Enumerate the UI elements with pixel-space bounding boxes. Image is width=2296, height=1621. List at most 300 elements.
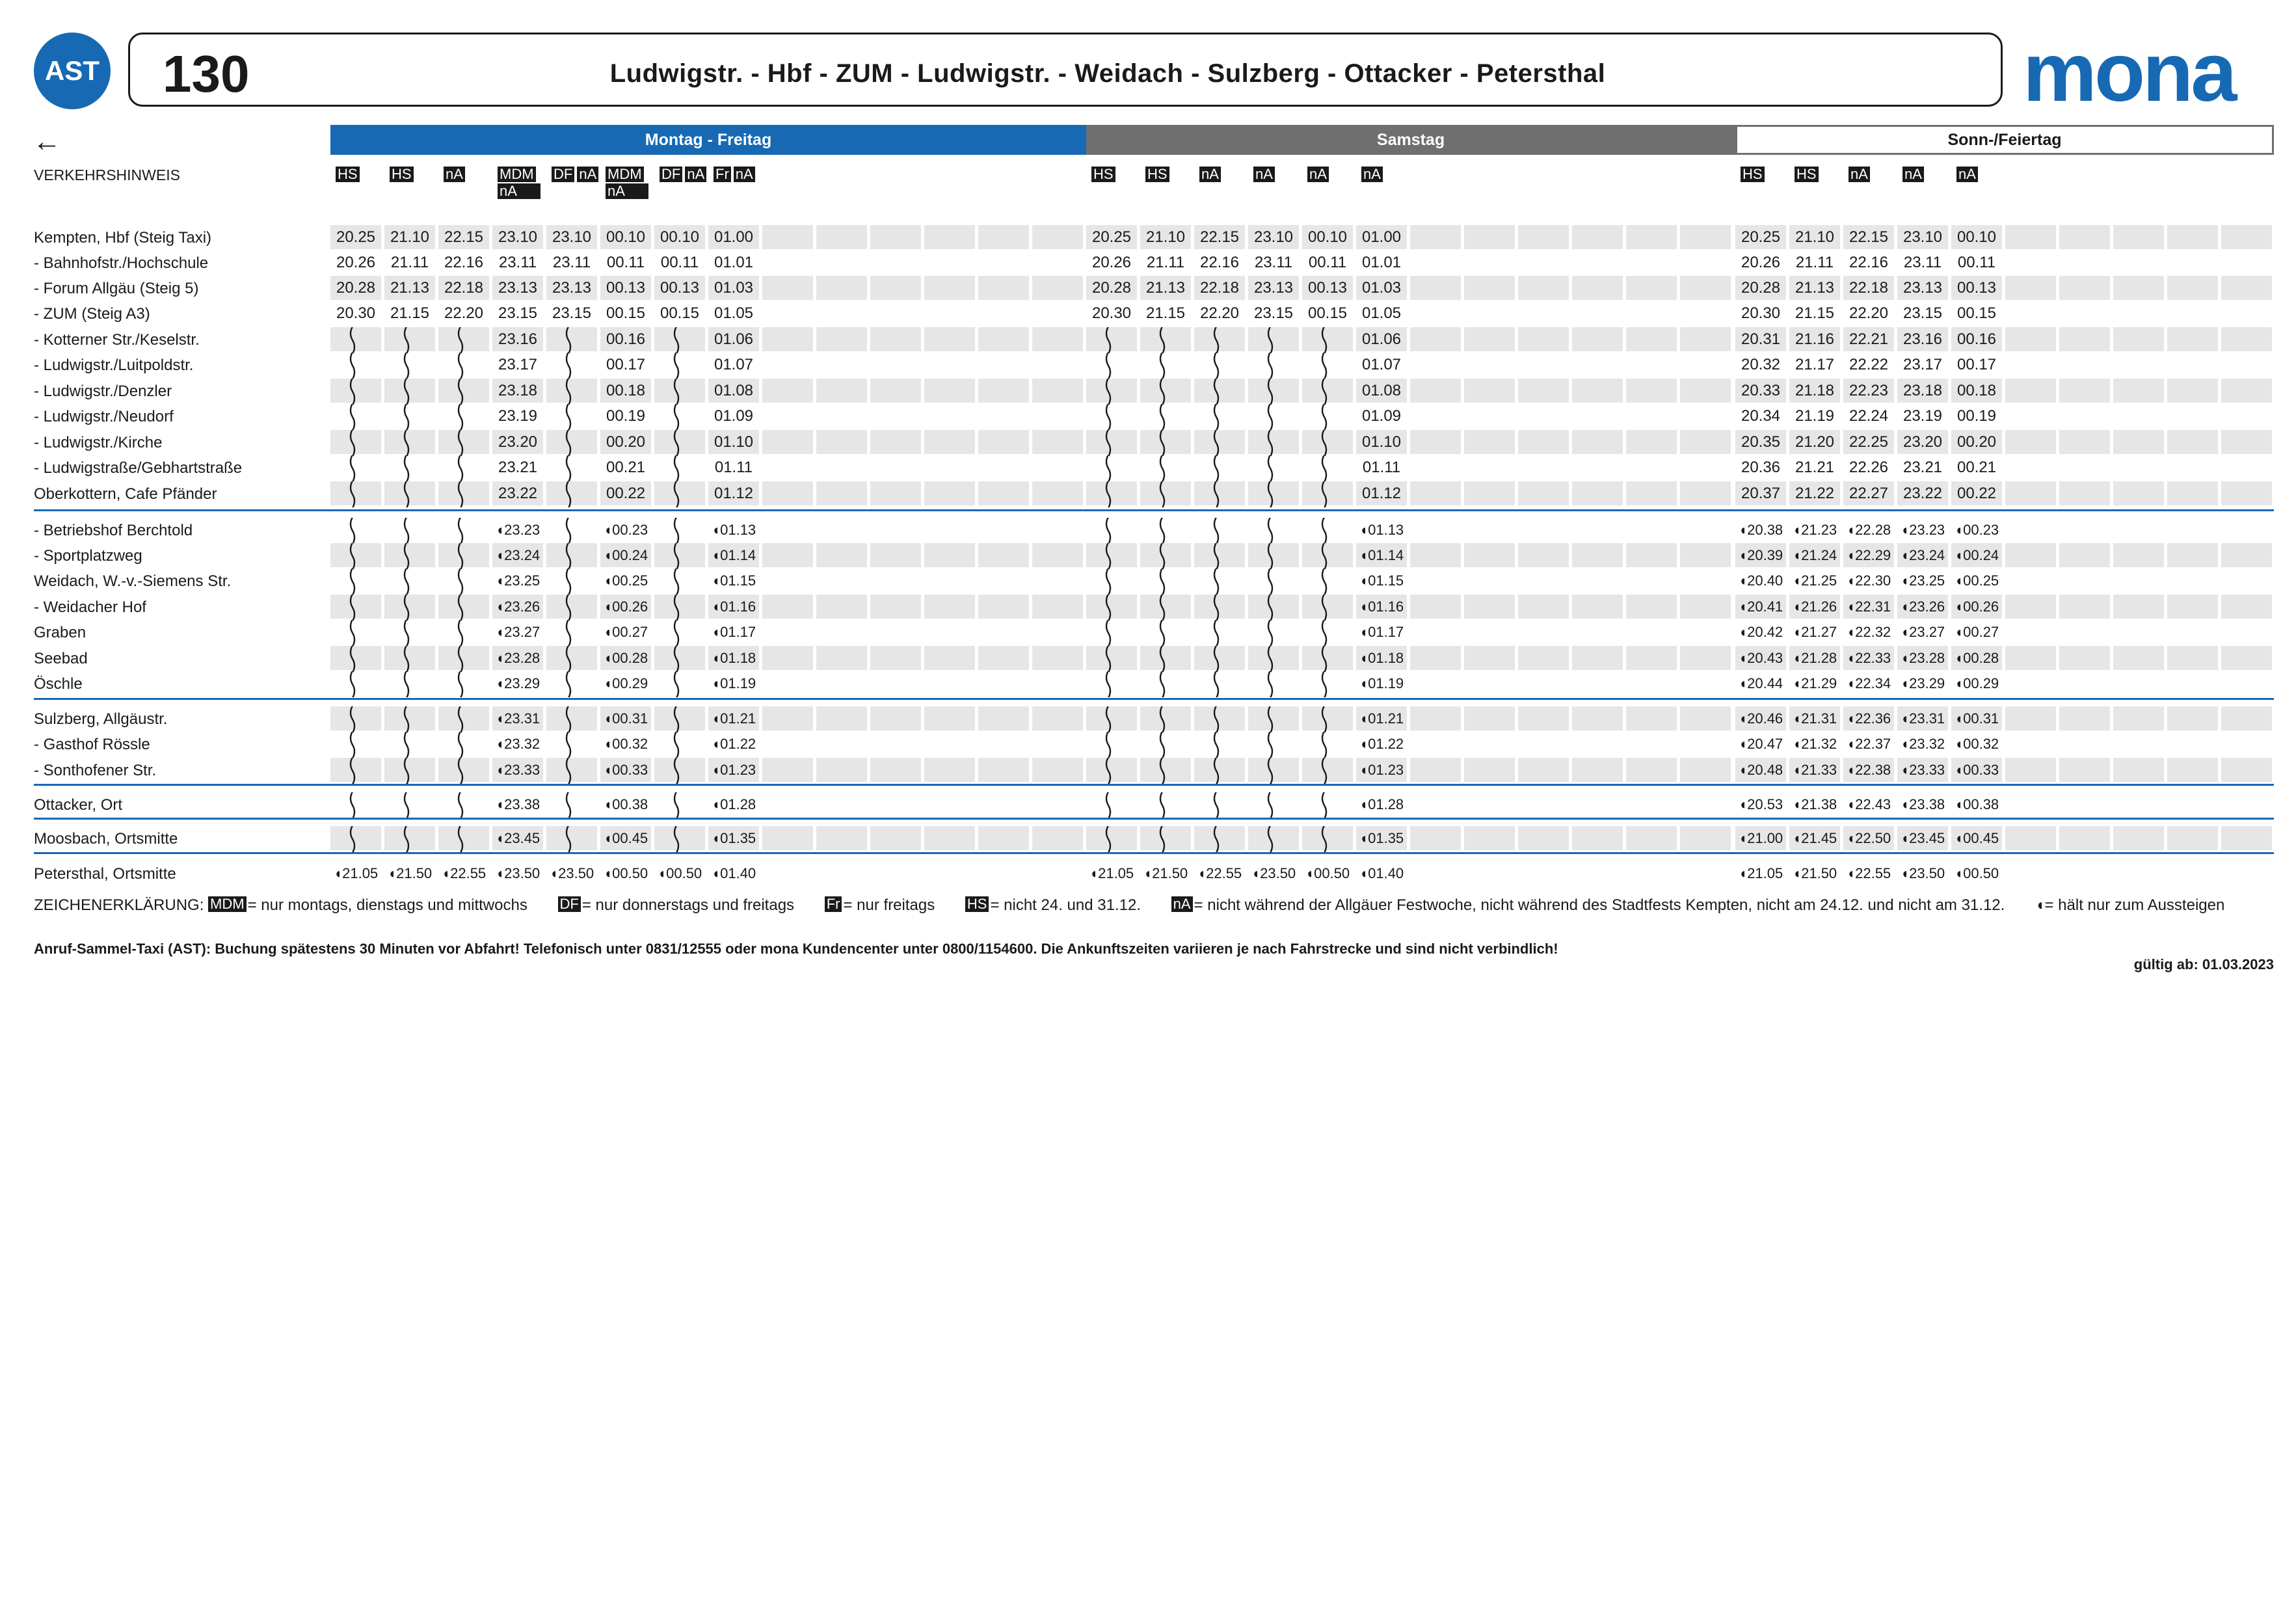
empty-cell: [2059, 404, 2110, 428]
skip-squiggle-icon: [1248, 758, 1299, 784]
note-badge: nA: [1199, 167, 1221, 182]
skip-cell: [1248, 430, 1299, 454]
empty-cell: [1518, 301, 1569, 325]
departure-time: 23.15: [498, 304, 538, 322]
skip-squiggle-icon: [438, 595, 489, 621]
skip-cell: [1086, 455, 1137, 479]
departure-time: ◖21.29: [1792, 675, 1837, 691]
empty-cell: [870, 327, 921, 351]
skip-squiggle-icon: [654, 620, 705, 646]
departure-time: 23.20: [1897, 430, 1948, 454]
departure-time: ◖00.45: [1951, 826, 2002, 850]
skip-cell: [1194, 379, 1245, 403]
skip-cell: [1194, 327, 1245, 351]
booking-note: Anruf-Sammel-Taxi (AST): Buchung spätestens 30 Minuten vor Abfahrt! Telefonisch unter 0831/12555 oder mona Kundencenter unter 0800/1154600. Die Ankunftszeiten variieren je nach Fahrstrecke und sind nicht verbindlich!: [34, 941, 1558, 957]
skip-cell: [546, 595, 597, 619]
section-divider: [34, 698, 2274, 700]
empty-cell: [1518, 250, 1569, 275]
departure-time: ◖20.40: [1738, 572, 1783, 589]
table-row: [34, 861, 2274, 885]
departure-time: ◖23.32: [495, 736, 541, 752]
skip-squiggle-icon: [384, 404, 435, 430]
departure-time: 00.13: [1302, 276, 1353, 300]
note-badge: HS: [965, 896, 989, 912]
empty-cell: [762, 455, 813, 479]
skip-squiggle-icon: [1140, 646, 1191, 672]
departure-time: 20.26: [336, 254, 376, 271]
departure-time: 00.10: [1951, 225, 2002, 249]
skip-cell: [654, 379, 705, 403]
skip-cell: [1140, 671, 1191, 695]
note-badge: Fr: [825, 896, 842, 912]
skip-cell: [1194, 455, 1245, 479]
empty-cell: [870, 826, 921, 850]
departure-time: 20.30: [1091, 304, 1132, 322]
skip-cell: [1302, 404, 1353, 428]
stop-name: Ottacker, Ort: [34, 796, 123, 814]
skip-squiggle-icon: [330, 379, 381, 405]
skip-cell: [1086, 430, 1137, 454]
arrow-left-icon[interactable]: ←: [33, 126, 61, 157]
skip-squiggle-icon: [330, 732, 381, 758]
empty-cell: [1464, 430, 1515, 454]
empty-cell: [2059, 250, 2110, 275]
empty-cell: [1464, 225, 1515, 249]
empty-cell: [1626, 826, 1677, 850]
skip-cell: [546, 543, 597, 567]
skip-cell: [438, 518, 489, 542]
empty-cell: [1680, 301, 1731, 325]
empty-cell: [2167, 706, 2218, 730]
departure-time: 00.15: [660, 304, 700, 322]
departure-time: 00.19: [1956, 407, 1997, 425]
skip-squiggle-icon: [384, 543, 435, 569]
empty-cell: [1464, 620, 1515, 644]
skip-cell: [1302, 430, 1353, 454]
table-row: [34, 792, 2274, 816]
empty-cell: [1410, 826, 1461, 850]
empty-cell: [1626, 620, 1677, 644]
skip-squiggle-icon: [1086, 430, 1137, 456]
skip-squiggle-icon: [1248, 327, 1299, 353]
skip-cell: [654, 646, 705, 670]
skip-cell: [546, 379, 597, 403]
empty-cell: [870, 225, 921, 249]
departure-time: ◖00.29: [603, 675, 648, 691]
departure-time: 20.33: [1735, 379, 1786, 403]
skip-cell: [330, 404, 381, 428]
skip-cell: [438, 430, 489, 454]
empty-cell: [978, 276, 1029, 300]
departure-time: 21.18: [1789, 379, 1840, 403]
empty-cell: [762, 706, 813, 730]
skip-squiggle-icon: [384, 671, 435, 697]
skip-squiggle-icon: [1140, 404, 1191, 430]
empty-cell: [2005, 353, 2056, 377]
skip-cell: [438, 671, 489, 695]
note-badge: DF: [660, 167, 682, 182]
empty-cell: [1032, 276, 1083, 300]
empty-cell: [2221, 595, 2272, 619]
empty-cell: [1464, 276, 1515, 300]
departure-time: 23.11: [1254, 254, 1293, 271]
empty-cell: [1680, 569, 1731, 593]
table-row: [34, 595, 2274, 619]
empty-cell: [1572, 455, 1623, 479]
empty-cell: [870, 404, 921, 428]
empty-cell: [1464, 595, 1515, 619]
empty-cell: [1410, 518, 1461, 542]
empty-cell: [1410, 646, 1461, 670]
empty-cell: [2113, 543, 2164, 567]
departure-time: ◖00.33: [1951, 758, 2002, 782]
departure-time: 01.01: [714, 254, 754, 271]
skip-squiggle-icon: [1086, 353, 1137, 379]
skip-squiggle-icon: [330, 758, 381, 784]
empty-cell: [1572, 706, 1623, 730]
skip-cell: [1302, 353, 1353, 377]
skip-squiggle-icon: [546, 732, 597, 758]
departure-time: 22.20: [444, 304, 484, 322]
empty-cell: [870, 569, 921, 593]
empty-cell: [2221, 301, 2272, 325]
empty-cell: [2221, 250, 2272, 275]
empty-cell: [978, 250, 1029, 275]
empty-cell: [1410, 792, 1461, 816]
empty-cell: [1410, 455, 1461, 479]
skip-cell: [330, 455, 381, 479]
departure-time: 21.21: [1795, 459, 1835, 476]
empty-cell: [1032, 826, 1083, 850]
empty-cell: [1680, 826, 1731, 850]
empty-cell: [1032, 518, 1083, 542]
table-row: [34, 646, 2274, 670]
empty-cell: [1680, 646, 1731, 670]
skip-squiggle-icon: [438, 758, 489, 784]
skip-cell: [1248, 455, 1299, 479]
legend-item-df: [558, 896, 795, 914]
skip-cell: [1086, 569, 1137, 593]
departure-time: ◖01.35: [1356, 826, 1407, 850]
skip-cell: [1140, 327, 1191, 351]
skip-squiggle-icon: [1086, 543, 1137, 569]
empty-cell: [816, 646, 867, 670]
skip-cell: [384, 595, 435, 619]
departure-time: 22.24: [1849, 407, 1889, 425]
empty-cell: [1032, 620, 1083, 644]
skip-cell: [546, 327, 597, 351]
empty-cell: [1626, 225, 1677, 249]
table-row: [34, 430, 2274, 454]
skip-cell: [1248, 758, 1299, 782]
empty-cell: [2005, 455, 2056, 479]
skip-cell: [438, 404, 489, 428]
empty-cell: [1572, 430, 1623, 454]
departure-time: 23.20: [492, 430, 543, 454]
empty-cell: [816, 706, 867, 730]
departure-time: ◖21.25: [1792, 572, 1837, 589]
departure-time: ◖00.31: [600, 706, 651, 730]
departure-time: 00.18: [1951, 379, 2002, 403]
empty-cell: [924, 826, 975, 850]
legend-item-mdm: [208, 896, 527, 914]
skip-squiggle-icon: [438, 353, 489, 379]
empty-cell: [1572, 379, 1623, 403]
skip-squiggle-icon: [330, 646, 381, 672]
skip-cell: [1140, 706, 1191, 730]
skip-cell: [1140, 518, 1191, 542]
skip-squiggle-icon: [1194, 706, 1245, 732]
empty-cell: [816, 301, 867, 325]
skip-squiggle-icon: [1140, 826, 1191, 852]
skip-cell: [654, 455, 705, 479]
empty-cell: [1032, 327, 1083, 351]
departure-time: 20.28: [330, 276, 381, 300]
skip-cell: [1248, 646, 1299, 670]
alight-only-icon: ◖: [2035, 896, 2045, 914]
empty-cell: [2113, 758, 2164, 782]
skip-squiggle-icon: [384, 353, 435, 379]
empty-cell: [2221, 646, 2272, 670]
skip-cell: [1302, 620, 1353, 644]
departure-time: ◖23.32: [1900, 736, 1945, 752]
skip-squiggle-icon: [546, 353, 597, 379]
skip-cell: [1194, 481, 1245, 505]
empty-cell: [1572, 543, 1623, 567]
departure-time: 01.10: [708, 430, 759, 454]
empty-cell: [978, 518, 1029, 542]
skip-squiggle-icon: [1140, 455, 1191, 481]
departure-time: ◖01.17: [711, 624, 756, 640]
departure-time: 00.19: [606, 407, 646, 425]
ast-badge: AST: [34, 33, 111, 109]
skip-squiggle-icon: [1248, 595, 1299, 621]
brand-logo: mona: [2023, 26, 2235, 119]
empty-cell: [2113, 404, 2164, 428]
day-header-saturday: Samstag: [1086, 125, 1735, 155]
empty-cell: [2167, 430, 2218, 454]
departure-time: ◖23.50: [1251, 865, 1296, 881]
departure-time: 00.11: [1308, 254, 1347, 271]
empty-cell: [1464, 518, 1515, 542]
empty-cell: [1518, 404, 1569, 428]
table-row: [34, 518, 2274, 542]
skip-cell: [330, 826, 381, 850]
departure-time: 21.22: [1789, 481, 1840, 505]
skip-squiggle-icon: [1194, 430, 1245, 456]
departure-time: ◖01.13: [1359, 522, 1404, 538]
empty-cell: [2005, 569, 2056, 593]
stop-name: - Forum Allgäu (Steig 5): [34, 280, 199, 297]
skip-squiggle-icon: [384, 327, 435, 353]
empty-cell: [2221, 706, 2272, 730]
skip-cell: [330, 732, 381, 756]
empty-cell: [978, 353, 1029, 377]
note-badge: nA: [1902, 167, 1924, 182]
skip-squiggle-icon: [1086, 732, 1137, 758]
skip-cell: [330, 620, 381, 644]
departure-time: ◖01.21: [1356, 706, 1407, 730]
empty-cell: [1518, 732, 1569, 756]
skip-cell: [546, 481, 597, 505]
empty-cell: [1464, 353, 1515, 377]
note-badge: nA: [1361, 167, 1383, 182]
empty-cell: [1032, 595, 1083, 619]
empty-cell: [1626, 353, 1677, 377]
stop-name: - Ludwigstr./Denzler: [34, 382, 172, 400]
skip-squiggle-icon: [438, 481, 489, 507]
note-badge: nA: [444, 167, 465, 182]
departure-time: ◖23.24: [1897, 543, 1948, 567]
empty-cell: [1464, 250, 1515, 275]
empty-cell: [1464, 301, 1515, 325]
departure-time: 00.11: [606, 254, 645, 271]
empty-cell: [816, 455, 867, 479]
empty-cell: [2059, 430, 2110, 454]
skip-cell: [1302, 327, 1353, 351]
empty-cell: [762, 430, 813, 454]
departure-time: ◖00.29: [1954, 675, 1999, 691]
empty-cell: [1572, 404, 1623, 428]
skip-squiggle-icon: [330, 826, 381, 852]
empty-cell: [870, 595, 921, 619]
table-row: [34, 620, 2274, 644]
departure-time: 01.06: [708, 327, 759, 351]
empty-cell: [2167, 543, 2218, 567]
departure-time: 21.13: [1140, 276, 1191, 300]
empty-cell: [978, 301, 1029, 325]
skip-squiggle-icon: [1140, 595, 1191, 621]
departure-time: ◖20.47: [1738, 736, 1783, 752]
departure-time: ◖01.23: [1356, 758, 1407, 782]
departure-time: ◖00.50: [1305, 865, 1350, 881]
empty-cell: [1626, 861, 1677, 885]
empty-cell: [2005, 481, 2056, 505]
table-row: [34, 276, 2274, 300]
departure-time: 20.28: [1735, 276, 1786, 300]
stop-name: - Ludwigstr./Kirche: [34, 434, 163, 451]
legend-text: = hält nur zum Aussteigen: [2044, 896, 2225, 914]
skip-cell: [1302, 595, 1353, 619]
departure-time: 01.03: [1356, 276, 1407, 300]
empty-cell: [762, 595, 813, 619]
skip-cell: [384, 543, 435, 567]
empty-cell: [2113, 481, 2164, 505]
empty-cell: [2221, 861, 2272, 885]
empty-cell: [816, 595, 867, 619]
empty-cell: [2005, 518, 2056, 542]
empty-cell: [762, 646, 813, 670]
skip-squiggle-icon: [1140, 706, 1191, 732]
departure-time: 23.10: [1897, 225, 1948, 249]
departure-time: ◖01.17: [1359, 624, 1404, 640]
departure-time: ◖01.15: [1359, 572, 1404, 589]
departure-time: 23.21: [1902, 459, 1943, 476]
empty-cell: [762, 379, 813, 403]
empty-cell: [2167, 455, 2218, 479]
empty-cell: [2113, 595, 2164, 619]
empty-cell: [1518, 758, 1569, 782]
skip-squiggle-icon: [330, 543, 381, 569]
departure-time: ◖22.34: [1846, 675, 1891, 691]
departure-time: 20.35: [1735, 430, 1786, 454]
empty-cell: [978, 646, 1029, 670]
empty-cell: [2221, 543, 2272, 567]
skip-cell: [384, 792, 435, 816]
empty-cell: [2167, 518, 2218, 542]
departure-time: 22.15: [1194, 225, 1245, 249]
skip-squiggle-icon: [546, 758, 597, 784]
empty-cell: [924, 327, 975, 351]
skip-squiggle-icon: [654, 792, 705, 818]
empty-cell: [1626, 595, 1677, 619]
departure-time: ◖00.33: [600, 758, 651, 782]
departure-time: ◖22.50: [1843, 826, 1894, 850]
departure-time: 23.11: [552, 254, 591, 271]
skip-cell: [1086, 620, 1137, 644]
skip-cell: [384, 732, 435, 756]
empty-cell: [870, 792, 921, 816]
departure-time: 23.22: [492, 481, 543, 505]
skip-squiggle-icon: [1194, 455, 1245, 481]
skip-squiggle-icon: [654, 671, 705, 697]
departure-time: ◖23.25: [1900, 572, 1945, 589]
empty-cell: [1680, 671, 1731, 695]
empty-cell: [2005, 646, 2056, 670]
departure-time: ◖23.38: [495, 796, 541, 812]
departure-time: 23.13: [546, 276, 597, 300]
skip-squiggle-icon: [438, 706, 489, 732]
skip-squiggle-icon: [546, 595, 597, 621]
departure-time: 22.18: [1194, 276, 1245, 300]
empty-cell: [1464, 732, 1515, 756]
departure-time: 23.10: [546, 225, 597, 249]
skip-squiggle-icon: [1302, 569, 1353, 595]
empty-cell: [816, 379, 867, 403]
skip-cell: [1248, 481, 1299, 505]
departure-time: 22.26: [1849, 459, 1889, 476]
empty-cell: [2059, 706, 2110, 730]
note-badge: nA: [498, 183, 541, 199]
skip-cell: [1302, 455, 1353, 479]
departure-time: ◖01.40: [711, 865, 756, 881]
empty-cell: [1572, 225, 1623, 249]
empty-cell: [2059, 379, 2110, 403]
empty-cell: [2221, 826, 2272, 850]
empty-cell: [1032, 225, 1083, 249]
empty-cell: [2221, 353, 2272, 377]
empty-cell: [762, 671, 813, 695]
empty-cell: [2167, 301, 2218, 325]
table-row: [34, 671, 2274, 695]
skip-cell: [1248, 826, 1299, 850]
empty-cell: [1518, 327, 1569, 351]
departure-time: 20.32: [1741, 356, 1781, 373]
empty-cell: [1626, 758, 1677, 782]
skip-cell: [1248, 404, 1299, 428]
skip-squiggle-icon: [1140, 379, 1191, 405]
skip-cell: [654, 569, 705, 593]
skip-cell: [1302, 758, 1353, 782]
empty-cell: [2167, 671, 2218, 695]
skip-squiggle-icon: [1194, 792, 1245, 818]
skip-cell: [1248, 671, 1299, 695]
day-header-sunday-holiday: Sonn-/Feiertag: [1735, 125, 2274, 155]
empty-cell: [1626, 276, 1677, 300]
empty-cell: [762, 327, 813, 351]
departure-time: ◖21.00: [1735, 826, 1786, 850]
departure-time: 00.22: [1951, 481, 2002, 505]
